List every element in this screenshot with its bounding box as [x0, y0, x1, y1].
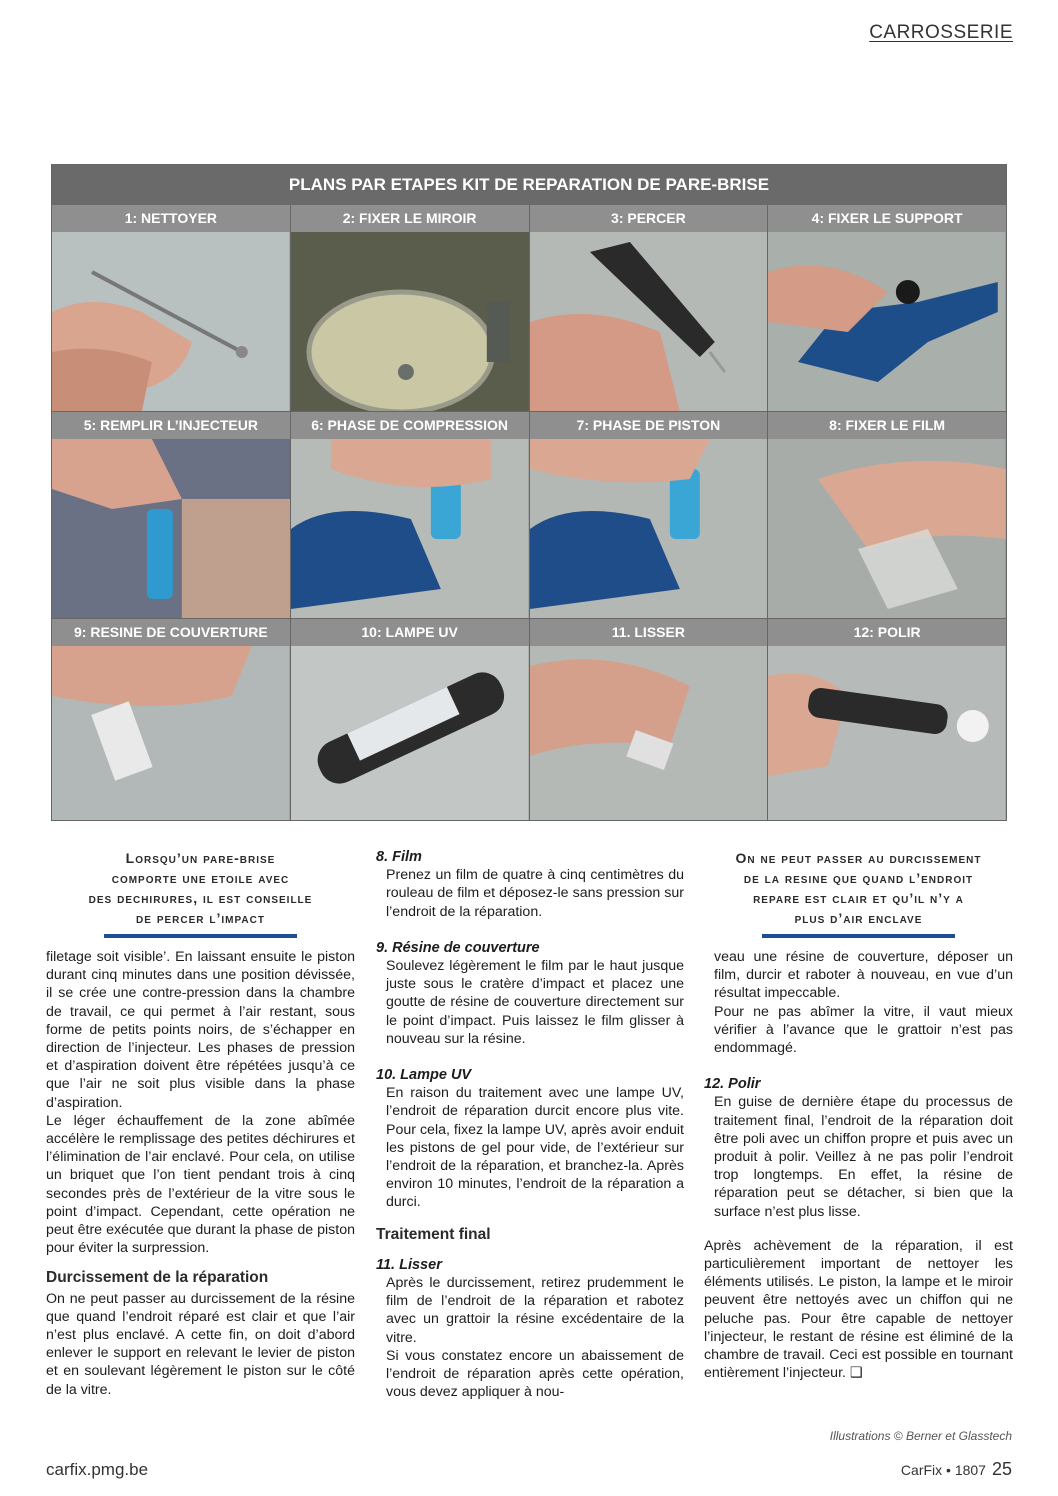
step-label: 12: POLIR: [768, 619, 1006, 646]
pull-quote-line: Lorsqu’un pare-brise: [125, 850, 276, 866]
step-1: [52, 205, 290, 411]
paragraph: En guise de dernière étape du processus de traitement final, l’endroit de la réparation doit être poli avec un chiffon propre et puis avec un produit à polir. Veillez à ne pas polir l’endroit trop longtemps. En effet, la résine de réparation peut se détacher, si bien que la surface n’est plus lisse.: [714, 1094, 1013, 1220]
pull-quote-bar: [104, 934, 297, 938]
pull-quote-line: comporte une etoile avec: [111, 870, 290, 886]
step-label: 2: FIXER LE MIROIR: [291, 205, 529, 232]
step-4: [768, 205, 1006, 411]
photo-polish: [768, 646, 1006, 820]
heading-step-12: 12. Polir: [704, 1076, 761, 1093]
photo-mirror: [291, 232, 529, 411]
footer-site: carfix.pmg.be: [46, 1460, 149, 1479]
step-label: 6: PHASE DE COMPRESSION: [291, 412, 529, 439]
paragraph: Pour ne pas abîmer la vitre, il vaut mieux vérifier à l’avance que le grattoir n’est pas endommagé.: [714, 1003, 1013, 1057]
step-label: 10: LAMPE UV: [291, 619, 529, 646]
page-number: 25: [991, 1459, 1012, 1479]
heading-step-8: 8. Film: [376, 849, 422, 865]
step-5: [52, 412, 290, 618]
pull-quote-line: des dechirures, il est conseille: [88, 890, 313, 906]
photo-injector: [52, 439, 290, 618]
pull-quote-line: repare est clair et qu’il n’y a: [753, 890, 964, 906]
paragraph: veau une résine de couverture, déposer un film, durcir et raboter à nouveau, en vue d’un résultat impeccable.: [714, 949, 1013, 1002]
paragraph: Soulevez légèrement le film par le haut jusque juste sous le cratère d’impact et placez une goutte de résine de couverture directement sur le point d’impact. Puis laissez le film glisser à nouveau sur la résine.: [386, 958, 684, 1047]
magazine-issue: CarFix • 1807: [900, 1462, 986, 1478]
step-8: [768, 412, 1006, 618]
step-label: 11. LISSER: [530, 619, 768, 646]
article-column-3: [704, 848, 1013, 1382]
photo-smooth: [530, 646, 768, 820]
step-label: 5: REMPLIR L’INJECTEUR: [52, 412, 290, 439]
paragraph: Le léger échauffement de la zone abîmée accélère le remplissage des petites déchirures et l’élimination de l’air enclavé. Pour cela, on utilise un briquet que l’on tient pendant trois à cinq secondes près de l’extérieur de la vitre sous le point d’impact. Cependant, cette opération ne peut être exécutée que durant la phase de piston pour éviter la surpression.: [46, 1112, 355, 1257]
footer-publication: [901, 1459, 1012, 1480]
paragraph: On ne peut passer au durcissement de la résine que quand l’endroit réparé est clair et que l’air n’est plus enclavé. A cette fin, on doit d’abord enlever le support en relevant le levier de piston et en soulevant légèrement le piston sur le côté de la vitre.: [46, 1290, 355, 1398]
article-column-1: [46, 848, 355, 1399]
step-11: [530, 619, 768, 820]
section-title: CARROSSERIE: [869, 22, 1013, 43]
paragraph: Si vous constatez encore un abaissement de l’endroit de réparation après cette opération, vous devez appliquer à nou-: [386, 1347, 684, 1401]
steps-grid: [52, 205, 1006, 820]
photo-piston: [530, 439, 768, 618]
pull-quote-line: de la resine que quand l’endroit: [743, 870, 974, 886]
step-10: [291, 619, 529, 820]
photo-uv-lamp: [291, 646, 529, 820]
illustrations-credit: Illustrations © Berner et Glasstech: [829, 1429, 1012, 1443]
paragraph: filetage soit visible’. En laissant ensuite le piston durant cinq minutes dans une position dévissée, il se crée une contre-pression dans la chambre de travail, ce qui permet à l’air restant, sous forme de petits points noirs, de s’échapper en direction de l’injecteur. Les phases de pression et d’aspiration doivent être répétées jusqu’à ce que l’air ne soit plus visible dans la phase d’aspiration.: [46, 949, 355, 1111]
photo-cover-resin: [52, 646, 290, 820]
photo-compression: [291, 439, 529, 618]
photo-drill: [530, 232, 768, 411]
paragraph: Après le durcissement, retirez prudemment le film de l’endroit de la réparation et rabotez avec un grattoir la résine excédentaire de la vitre.: [386, 1275, 684, 1346]
step-7: [530, 412, 768, 618]
heading-step-10: 10. Lampe UV: [376, 1067, 472, 1084]
step-label: 4: FIXER LE SUPPORT: [768, 205, 1006, 232]
heading-durcissement: Durcissement de la réparation: [46, 1269, 269, 1287]
photo-film: [768, 439, 1006, 618]
step-12: [768, 619, 1006, 820]
step-3: [530, 205, 768, 411]
step-label: 1: NETTOYER: [52, 205, 290, 232]
photo-support: [768, 232, 1006, 411]
step-6: [291, 412, 529, 618]
pull-quote-line: de percer l’impact: [136, 910, 265, 926]
paragraph: En raison du traitement avec une lampe UV, l’endroit de réparation durcit encore plus vite. Pour cela, fixez la lampe UV, après avoir enduit les pistons de gel pour vide, de l’extérieur sur l’endroit de la réparation, et branchez-la. Après environ 10 minutes, l’endroit de la réparation a durci.: [386, 1085, 684, 1211]
step-panel: [51, 164, 1007, 821]
pull-quote-bar: [762, 934, 955, 938]
heading-traitement-final: Traitement final: [376, 1225, 491, 1243]
step-label: 3: PERCER: [530, 205, 768, 232]
pull-quote-line: On ne peut passer au durcissement: [735, 850, 982, 866]
step-label: 9: RESINE DE COUVERTURE: [52, 619, 290, 646]
article-column-2: [376, 848, 684, 1401]
heading-step-9: 9. Résine de couverture: [376, 939, 540, 956]
pull-quote-2: [709, 848, 1009, 938]
paragraph: Après achèvement de la réparation, il est particulièrement important de nettoyer les éléments utilisés. Le piston, la lampe et le miroir peuvent être nettoyés avec un chiffon qui ne peluche pas. Pour être capable de nettoyer l’injecteur, le restant de résine est éliminé de la chambre de travail. Ceci est possible en tournant entièrement l’injecteur. ❑: [704, 1237, 1013, 1382]
step-label: 8: FIXER LE FILM: [768, 412, 1006, 439]
pull-quote-1: [61, 848, 341, 938]
paragraph: Prenez un film de quatre à cinq centimètres du rouleau de film et déposez-le sans pression sur l’endroit de la réparation.: [386, 867, 684, 920]
heading-step-11: 11. Lisser: [376, 1256, 442, 1273]
panel-title: PLANS PAR ETAPES KIT DE REPARATION DE PARE-BRISE: [52, 165, 1006, 205]
step-label: 7: PHASE DE PISTON: [530, 412, 768, 439]
step-2: [291, 205, 529, 411]
photo-clean-windshield: [52, 232, 290, 411]
pull-quote-line: plus d’air enclave: [794, 910, 923, 926]
step-9: [52, 619, 290, 820]
